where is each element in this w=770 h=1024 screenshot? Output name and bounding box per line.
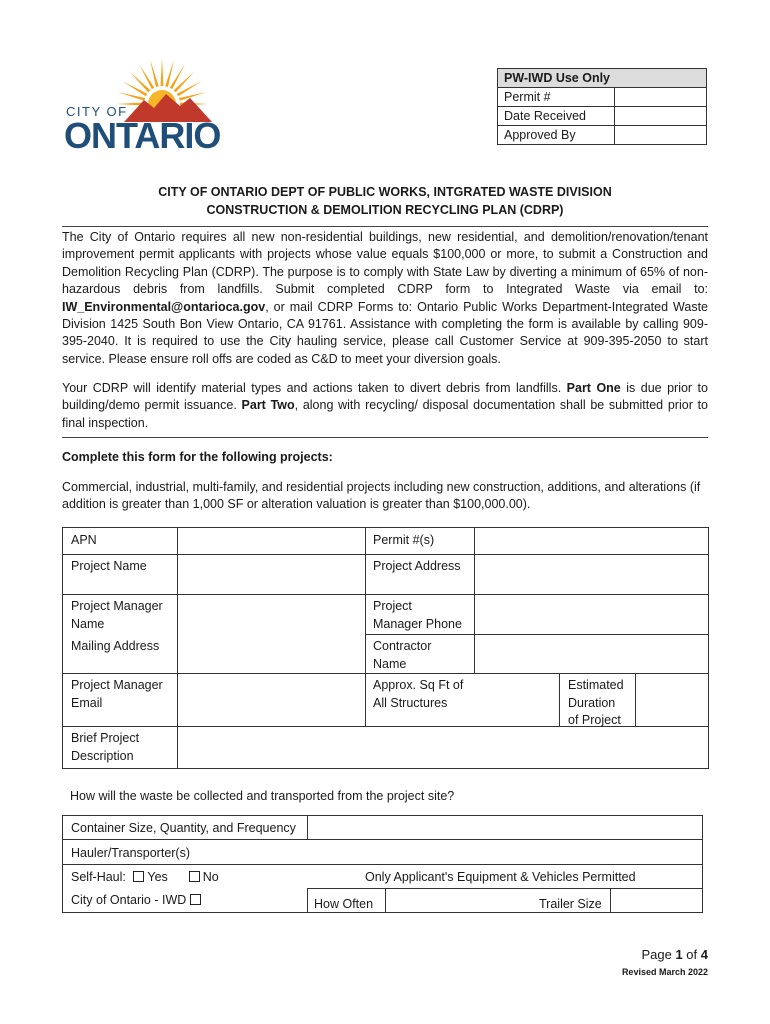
no-label: No [202, 870, 219, 884]
self-haul-row [71, 869, 219, 885]
trailer-size-field[interactable] [611, 889, 702, 912]
date-received-field[interactable] [615, 107, 707, 126]
city-logo [62, 56, 232, 156]
cdrp-text-c: , along with recycling/ disposal documentation shall be submitted prior to final inspection. [62, 398, 708, 430]
project-name-label: Project Name [71, 559, 147, 573]
project-name-field[interactable] [178, 554, 365, 594]
city-iwd-row [71, 892, 204, 908]
project-info-grid [62, 527, 709, 769]
self-haul-label: Self-Haul: [71, 870, 126, 884]
waste-transport-table [62, 815, 703, 913]
intro-text-c: . Assistance with completing the form is available by calling 909-395-2040. It is required to use the City hauling service, please call Customer Service at 909-395-2050 to start service. Please ensure roll offs are coded as C&D to meet your diversion goals. [62, 317, 708, 366]
only-applicant-note: Only Applicant's Equipment & Vehicles Permitted [365, 870, 636, 884]
city-iwd-label: City of Ontario - IWD [71, 893, 187, 907]
approved-by-field[interactable] [615, 126, 707, 145]
sun-ray [129, 71, 150, 92]
projects-heading: Complete this form for the following projects: [62, 450, 333, 464]
sun-ray [161, 58, 164, 86]
sun-ray [174, 71, 195, 92]
hauler-label: Hauler/Transporter(s) [71, 846, 191, 860]
sqft-field[interactable] [475, 673, 559, 726]
container-label: Container Size, Quantity, and Frequency [71, 821, 296, 835]
contractor-field[interactable] [475, 634, 708, 673]
office-use-table [497, 68, 707, 145]
part-one-label: Part One [566, 381, 621, 395]
intro-paragraph [62, 229, 708, 368]
page-indicator: Page 1 of 4 [641, 947, 708, 962]
container-field[interactable] [308, 816, 702, 839]
permits-field[interactable] [475, 528, 708, 554]
cdrp-text-b: is due prior to building/demo permit issuance. [62, 381, 708, 413]
city-iwd-checkbox[interactable] [190, 894, 201, 905]
revised-date: Revised March 2022 [621, 967, 708, 977]
self-haul-yes-checkbox[interactable] [133, 871, 144, 882]
intro-text-b: , or mail CDRP Forms to: Ontario Public Works Department-Integrated Waste Division 1425 South Bon View Ontario, CA 91761 [62, 299, 708, 332]
duration-field[interactable] [636, 673, 708, 726]
pm-email-field[interactable] [178, 673, 365, 726]
part-two-label: Part Two [241, 398, 295, 413]
project-address-label: Project Address [373, 559, 461, 573]
duration-label: Estimated Duration of Project [568, 678, 624, 727]
office-use-header: PW-IWD Use Only [498, 69, 707, 88]
logo-ontario: ONTARIO [64, 115, 221, 156]
yes-label: Yes [147, 870, 168, 884]
logo-city-of: CITY OF [66, 104, 128, 119]
pm-email-label: Project Manager Email [71, 678, 163, 710]
sun-ray [179, 92, 206, 101]
waste-question: How will the waste be collected and transported from the project site? [70, 789, 455, 803]
contractor-label: Contractor Name [373, 639, 432, 671]
email-link[interactable]: IW_Environmental@ontarioca.gov [62, 299, 266, 314]
sun-ray [165, 60, 174, 87]
divider [62, 437, 708, 438]
pm-name-field[interactable] [178, 594, 365, 634]
cdrp-paragraph [62, 380, 708, 432]
permits-label: Permit #(s) [373, 533, 435, 547]
approved-by-label: Approved By [498, 126, 615, 145]
date-received-label: Date Received [498, 107, 615, 126]
apn-label: APN [71, 533, 97, 547]
cdrp-text-a: Your CDRP will identify material types and actions taken to divert debris from landfills. [62, 381, 567, 395]
page-title-line2: CONSTRUCTION & DEMOLITION RECYCLING PLAN (CDRP) [206, 203, 564, 217]
brief-description-label: Brief Project Description [71, 731, 140, 763]
sun-ray [150, 60, 159, 87]
mailing-address-field[interactable] [178, 634, 365, 673]
project-address-field[interactable] [475, 554, 708, 594]
brief-description-field[interactable] [178, 726, 708, 768]
page-title-line1: CITY OF ONTARIO DEPT OF PUBLIC WORKS, INTGRATED WASTE DIVISION [158, 185, 612, 199]
sqft-label: Approx. Sq Ft of All Structures [373, 678, 464, 710]
pm-phone-label: Project Manager Phone [373, 599, 462, 631]
pm-phone-field[interactable] [475, 594, 708, 634]
permit-number-field[interactable] [615, 88, 707, 107]
how-often-label: How Often [314, 897, 374, 911]
self-haul-no-checkbox[interactable] [189, 871, 200, 882]
projects-description: Commercial, industrial, multi-family, and residential projects including new construction, additions, and alterations (if addition is greater than 1,000 SF or alteration valuation is greater than $100,000.00). [62, 480, 701, 512]
apn-field[interactable] [178, 528, 365, 554]
divider [62, 226, 708, 227]
intro-text-a: The City of Ontario requires all new non-residential buildings, new residential, and demolition/renovation/tenant improvement permit applicants with projects whose value equals $100,000 or more, to submit a Construction and Demolition Recycling Plan (CDRP). The purpose is to comply with State Law by diverting a minimum of 65% of non-hazardous debris from landfills. Submit completed CDRP form to Integrated Waste via email to: [62, 230, 708, 297]
sun-ray [118, 92, 145, 101]
pm-name-label: Project Manager Name [71, 599, 163, 631]
trailer-size-label: Trailer Size [539, 897, 602, 911]
permit-number-label: Permit # [498, 88, 615, 107]
mailing-address-label: Mailing Address [71, 639, 160, 653]
